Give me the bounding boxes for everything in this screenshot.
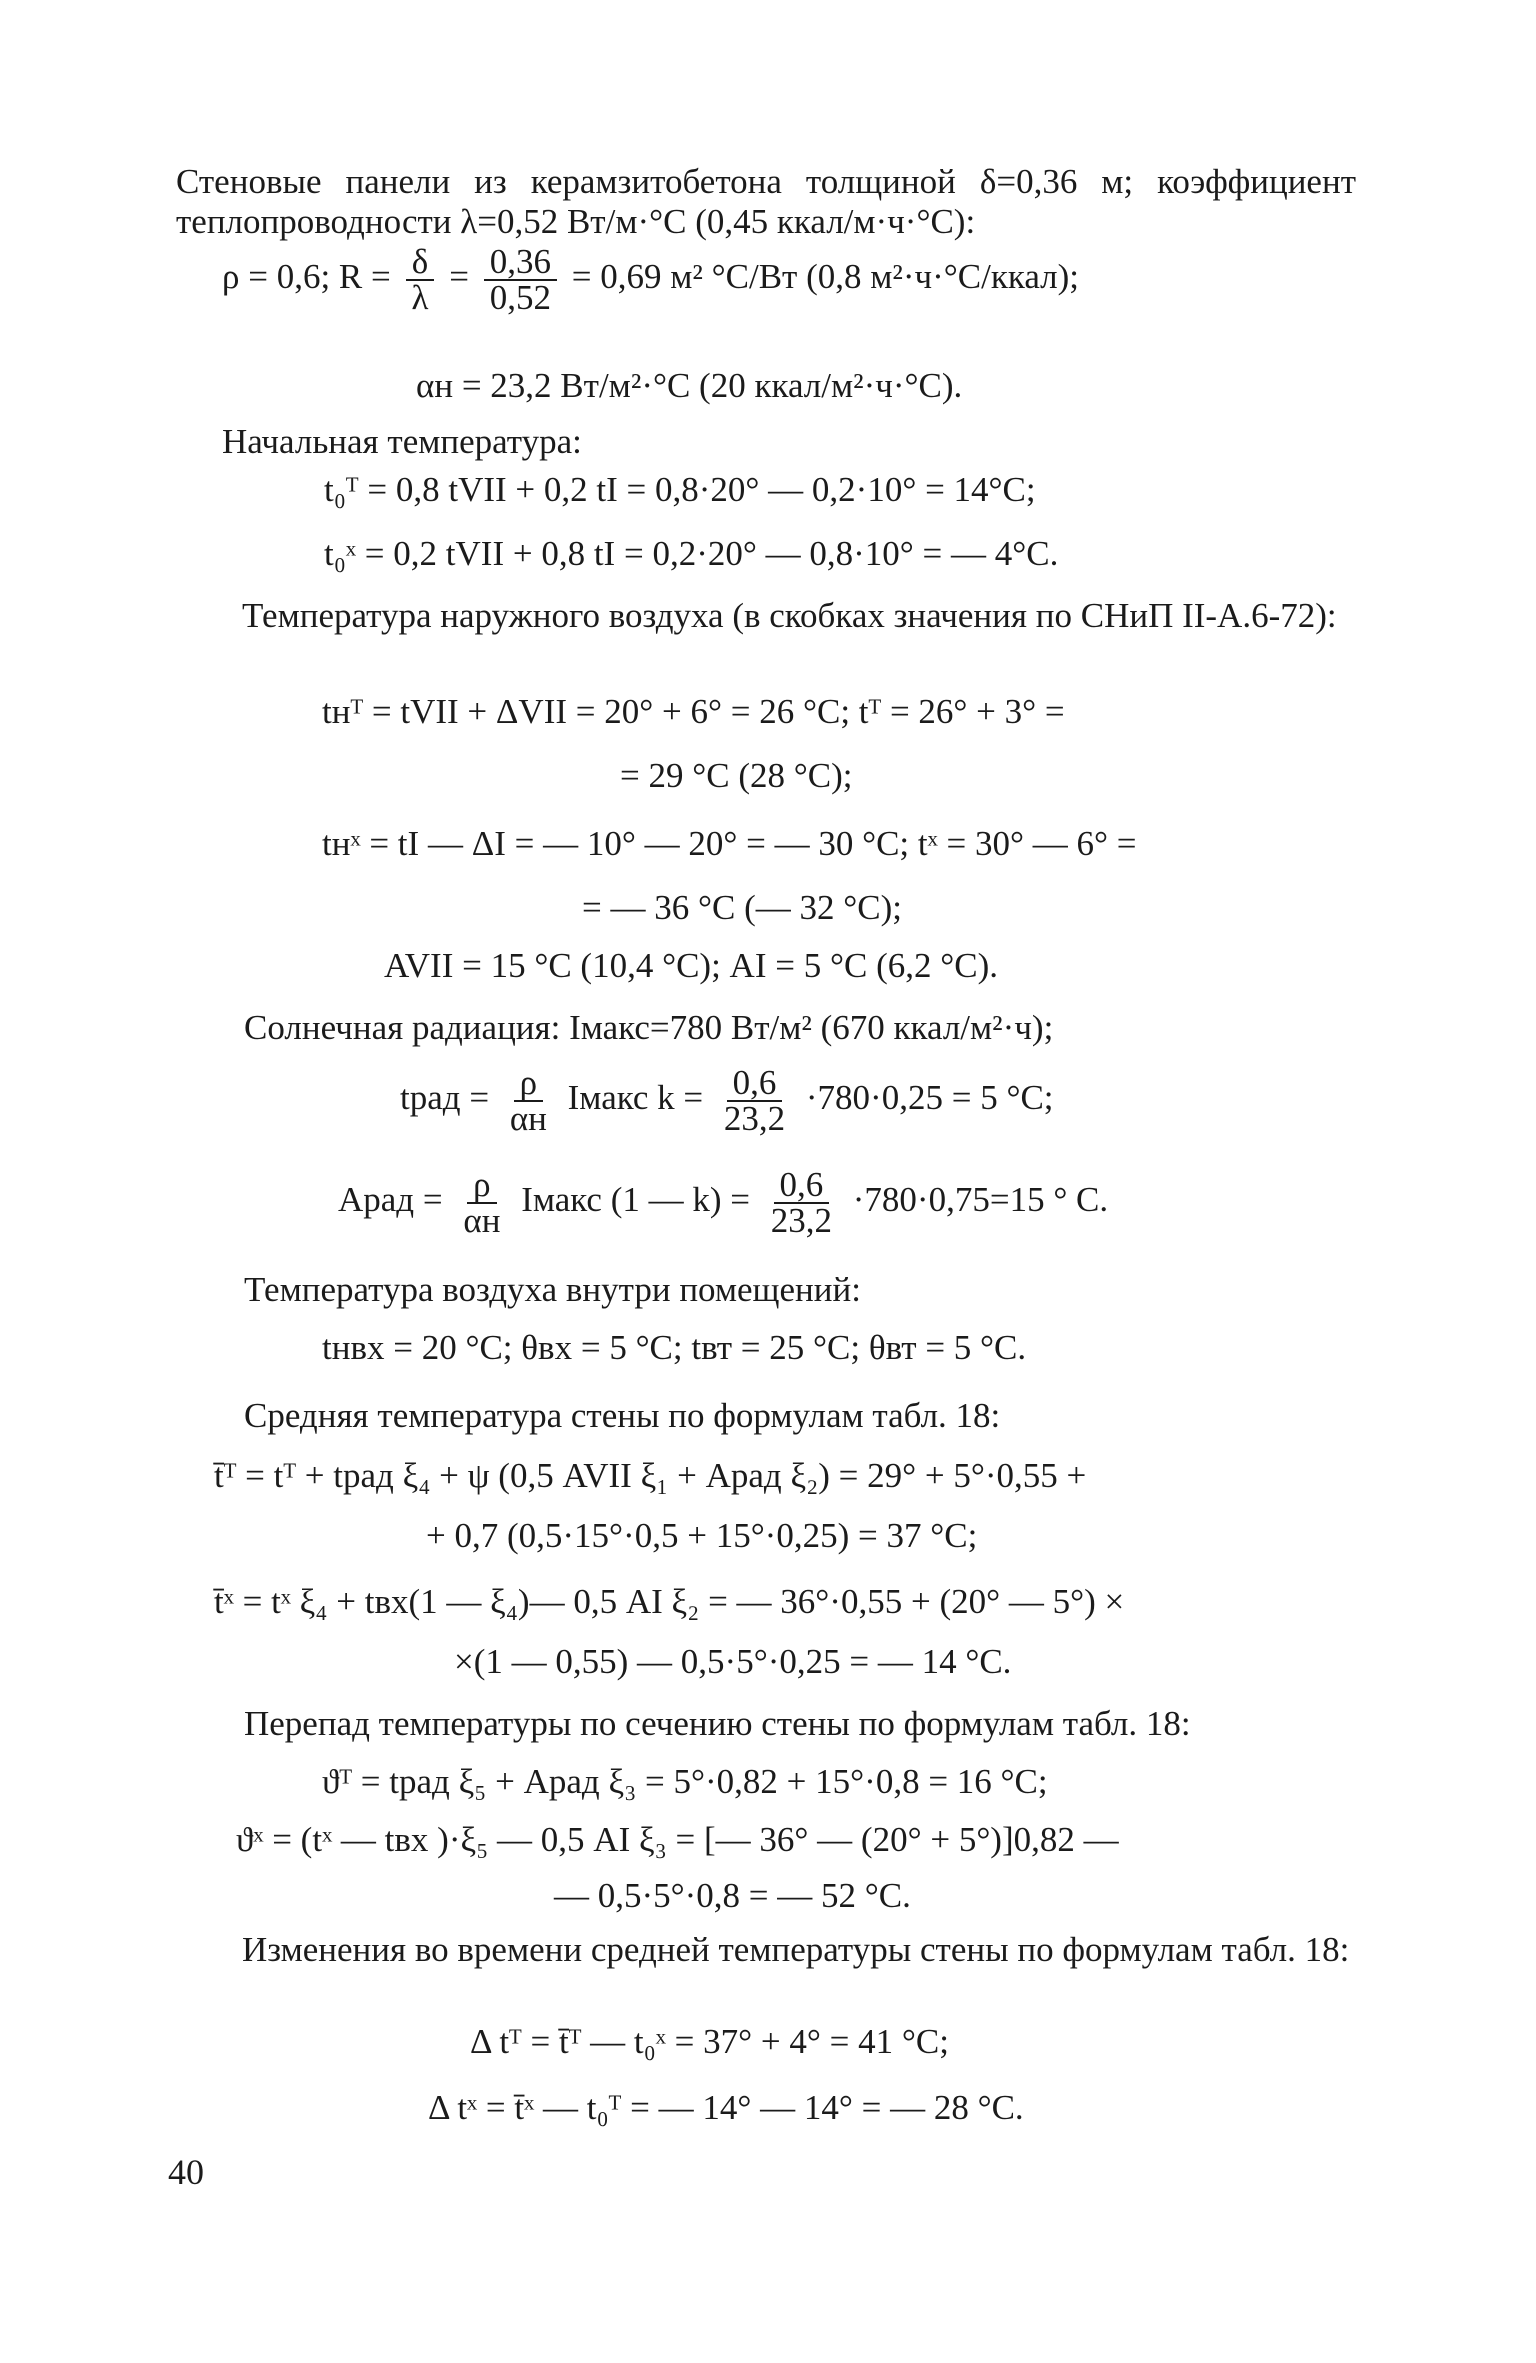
- fraction-rho-alpha: [504, 1063, 553, 1138]
- fraction-denominator: αн: [463, 1201, 501, 1240]
- equation-tn-warm-line2: = 29 °С (28 °С);: [620, 756, 853, 795]
- fraction-numerator: 0,6: [774, 1168, 830, 1204]
- equation-alpha: αн = 23,2 Вт/м²·°С (20 ккал/м²·ч·°С).: [416, 366, 963, 405]
- heading-initial-temperature: Начальная температура:: [222, 422, 582, 461]
- eq-r-suffix: = 0,69 м² °С/Вт (0,8 м²·ч·°С/ккал);: [571, 257, 1080, 297]
- fraction-denominator: 23,2: [723, 1099, 786, 1138]
- equation-drop-warm: ϑᵀ = tрад ξ₅ + Aрад ξ₃ = 5°·0,82 + 15°·0,8 = 16 °С;: [322, 1762, 1048, 1801]
- equation-mean-warm-line2: + 0,7 (0,5·15°·0,5 + 15°·0,25) = 37 °С;: [426, 1516, 978, 1555]
- indoor-temperature-line: Температура воздуха внутри помещений:: [244, 1270, 861, 1309]
- equation-tn-cold-line2: = — 36 °С (— 32 °С);: [582, 888, 902, 927]
- equation-change-warm: Δ tᵀ = t̄ᵀ — t₀ˣ = 37° + 4° = 41 °С;: [470, 2022, 949, 2061]
- equation-drop-cold-line2: — 0,5·5°·0,8 = — 52 °С.: [554, 1876, 911, 1915]
- eq-r-equals: =: [449, 257, 469, 297]
- equation-mean-cold-line1: t̄ˣ = tˣ ξ₄ + tвх(1 — ξ₄)— 0,5 AI ξ₂ = — 36°·0,55 + (20° — 5°) ×: [214, 1582, 1125, 1621]
- equation-thermal-resistance: [222, 242, 1080, 317]
- fraction-rho-alpha: [457, 1165, 506, 1240]
- outdoor-temperature-paragraph: Температура наружного воздуха (в скобках значения по СНиП II-А.6-72):: [242, 596, 1337, 635]
- mean-temperature-line: Средняя температура стены по формулам табл. 18:: [244, 1396, 1001, 1435]
- eq-trad-suffix: ·780·0,25 = 5 °С;: [805, 1078, 1054, 1118]
- eq-r-prefix: ρ = 0,6; R =: [222, 257, 391, 297]
- equation-t0-warm: t₀ᵀ = 0,8 tVII + 0,2 tI = 0,8·20° — 0,2·10° = 14°С;: [324, 470, 1036, 509]
- page-number: 40: [168, 2152, 204, 2192]
- fraction-values: [765, 1165, 838, 1240]
- fraction-delta-lambda: [406, 242, 435, 317]
- temperature-change-paragraph: Изменения во времени средней температуры стены по формулам табл. 18:: [242, 1930, 1350, 1969]
- eq-trad-prefix: tрад =: [400, 1078, 490, 1118]
- eq-arad-mid: Iмакс (1 — k) =: [521, 1180, 751, 1220]
- equation-change-cold: Δ tˣ = t̄ˣ — t₀ᵀ = — 14° — 14° = — 28 °С.: [428, 2088, 1024, 2127]
- equation-indoor: tнвх = 20 °С; θвх = 5 °С; tвт = 25 °С; θвт = 5 °С.: [322, 1328, 1027, 1367]
- solar-radiation-line: Солнечная радиация: Iмакс=780 Вт/м² (670 ккал/м²·ч);: [244, 1008, 1054, 1047]
- fraction-numerator: ρ: [467, 1168, 496, 1204]
- fraction-denominator: 23,2: [770, 1201, 833, 1240]
- equation-mean-warm-line1: t̄ᵀ = tᵀ + tрад ξ₄ + ψ (0,5 AVII ξ₁ + Aрад ξ₂) = 29° + 5°·0,55 +: [214, 1456, 1087, 1495]
- eq-arad-prefix: Aрад =: [338, 1180, 443, 1220]
- fraction-denominator: 0,52: [489, 278, 551, 317]
- fraction-values: [718, 1063, 791, 1138]
- fraction-numerator: 0,6: [727, 1066, 783, 1102]
- equation-t-rad: [400, 1063, 1054, 1138]
- eq-arad-suffix: ·780·0,75=15 ° С.: [852, 1180, 1109, 1220]
- eq-trad-mid: Iмакс k =: [567, 1078, 704, 1118]
- equation-drop-cold-line1: ϑˣ = (tˣ — tвх )·ξ₅ — 0,5 AI ξ₃ = [— 36° — (20° + 5°)]0,82 —: [236, 1820, 1119, 1859]
- intro-paragraph: Стеновые панели из керамзитобетона толщиной δ=0,36 м; коэффициент теплопроводности λ=0,52 Вт/м·°С (0,45 ккал/м·ч·°С):: [176, 162, 1356, 241]
- fraction-numerator: δ: [406, 245, 435, 281]
- fraction-denominator: αн: [509, 1099, 547, 1138]
- equation-amplitudes: AVII = 15 °С (10,4 °С); AI = 5 °С (6,2 °С).: [384, 946, 998, 985]
- equation-tn-warm-line1: tнᵀ = tVII + ΔVII = 20° + 6° = 26 °С; tᵀ = 26° + 3° =: [322, 692, 1065, 731]
- equation-tn-cold-line1: tнˣ = tI — ΔI = — 10° — 20° = — 30 °С; tˣ = 30° — 6° =: [322, 824, 1137, 863]
- fraction-numerator: 0,36: [484, 245, 557, 281]
- temperature-drop-line: Перепад температуры по сечению стены по формулам табл. 18:: [244, 1704, 1191, 1743]
- equation-t0-cold: t₀ˣ = 0,2 tVII + 0,8 tI = 0,2·20° — 0,8·10° = — 4°С.: [324, 534, 1059, 573]
- fraction-numerator: ρ: [514, 1066, 543, 1102]
- fraction-denominator: λ: [411, 278, 429, 317]
- equation-a-rad: [338, 1165, 1109, 1240]
- fraction-values: [484, 242, 557, 317]
- equation-mean-cold-line2: ×(1 — 0,55) — 0,5·5°·0,25 = — 14 °С.: [454, 1642, 1012, 1681]
